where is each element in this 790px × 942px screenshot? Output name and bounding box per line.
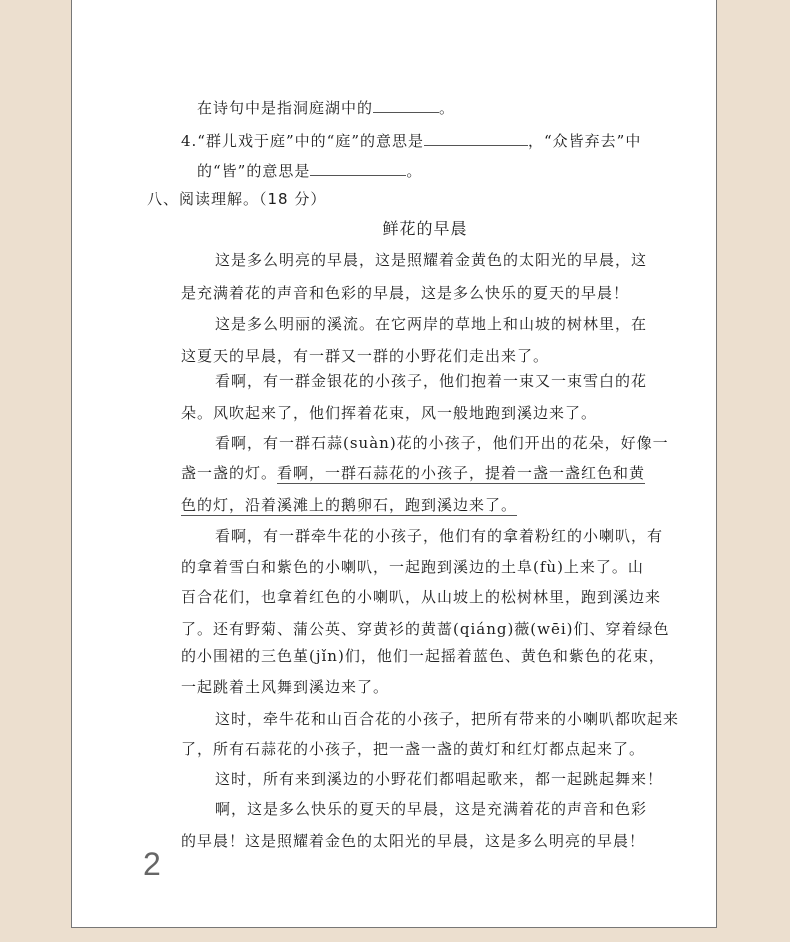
passage-line: 一起跳着土风舞到溪边来了。 <box>181 678 390 696</box>
passage-line <box>181 495 517 515</box>
passage-line: 的拿着雪白和紫色的小喇叭，一起跑到溪边的土阜(fù)上来了。山 <box>181 558 644 576</box>
passage-line: 看啊，有一群牵牛花的小孩子，他们有的拿着粉红的小喇叭，有 <box>215 527 664 545</box>
passage-title: 鲜花的早晨 <box>382 219 468 238</box>
passage-line: 看啊，有一群金银花的小孩子，他们抱着一束又一束雪白的花 <box>215 372 648 390</box>
passage-line: 这夏天的早晨，有一群又一群的小野花们走出来了。 <box>181 347 550 365</box>
passage-line: 啊，这是多么快乐的夏天的早晨，这是充满着花的声音和色彩 <box>215 800 648 818</box>
answer-blank[interactable] <box>310 160 406 176</box>
question-text: 在诗句中是指洞庭湖中的 <box>197 99 374 117</box>
answer-blank[interactable] <box>373 97 439 113</box>
passage-line: 了，所有石蒜花的小孩子，把一盏一盏的黄灯和红灯都点起来了。 <box>181 740 646 758</box>
passage-line: 是充满着花的声音和色彩的早晨，这是多么快乐的夏天的早晨！ <box>181 284 630 302</box>
passage-line: 的早晨！这是照耀着金色的太阳光的早晨，这是多么明亮的早晨！ <box>181 832 646 850</box>
answer-blank[interactable] <box>424 130 528 146</box>
question-4-line-2 <box>197 160 422 181</box>
page-number: 2 <box>143 846 161 882</box>
question-text: 的“皆”的意思是 <box>197 162 311 180</box>
underlined-sentence: 色的灯，沿着溪滩上的鹅卵石，跑到溪边来了。 <box>181 496 518 514</box>
question-3-continuation <box>197 97 455 118</box>
section-heading: 八、阅读理解。（18 分） <box>147 190 327 208</box>
passage-line: 朵。风吹起来了，他们挥着花束，风一般地跑到溪边来了。 <box>181 404 598 422</box>
passage-line: 这是多么明亮的早晨，这是照耀着金黄色的太阳光的早晨，这 <box>215 251 648 269</box>
passage-line: 看啊，有一群石蒜(suàn)花的小孩子，他们开出的花朵，好像一 <box>215 434 669 452</box>
passage-line: 这时，所有来到溪边的小野花们都唱起歌来，都一起跳起舞来！ <box>215 770 664 788</box>
passage-line: 的小围裙的三色堇(jǐn)们，他们一起摇着蓝色、黄色和紫色的花束， <box>181 647 665 665</box>
passage-line: 了。还有野菊、蒲公英、穿黄衫的黄蔷(qiáng)薇(wēi)们、穿着绿色 <box>181 620 670 638</box>
question-text: 。 <box>439 99 456 117</box>
underlined-sentence: 看啊，一群石蒜花的小孩子，提着一盏一盏红色和黄 <box>277 464 646 482</box>
question-text: 。 <box>406 162 423 180</box>
question-text: 4.“群儿戏于庭”中的“庭”的意思是 <box>181 132 424 150</box>
passage-line: 百合花们，也拿着红色的小喇叭，从山坡上的松树林里，跑到溪边来 <box>181 588 662 606</box>
question-text: ，“众皆弃去”中 <box>528 132 642 150</box>
question-4-line-1 <box>181 130 641 151</box>
passage-line: 这时，牵牛花和山百合花的小孩子，把所有带来的小喇叭都吹起来 <box>215 710 680 728</box>
passage-line <box>181 463 645 483</box>
passage-line: 这是多么明丽的溪流。在它两岸的草地上和山坡的树林里，在 <box>215 315 648 333</box>
passage-text: 盏一盏的灯。 <box>181 464 278 482</box>
